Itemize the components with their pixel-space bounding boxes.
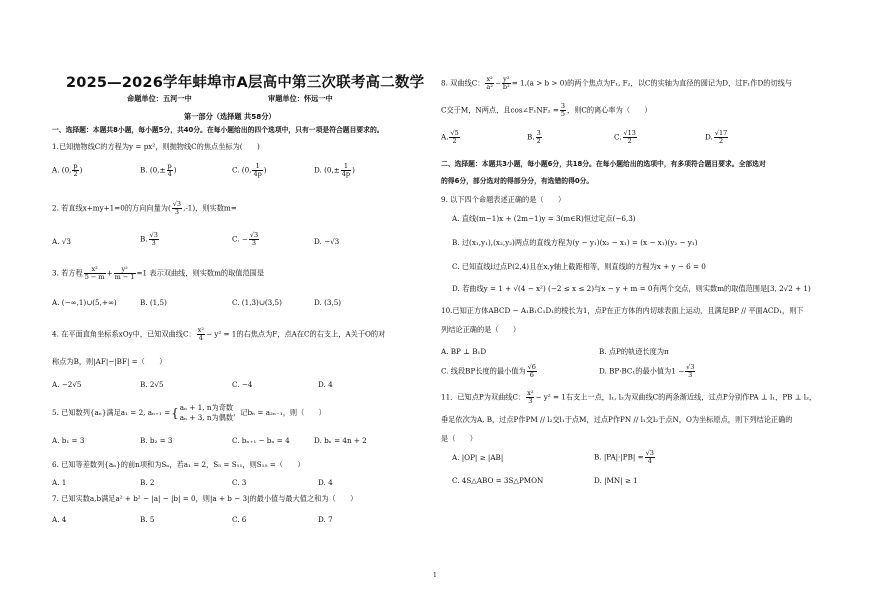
q10-option-b: B. 点P的轨迹长度为π	[599, 347, 669, 356]
q9-option-c: C. 已知直线l过点P(2,4)且在x,y轴上截距相等，则直线l的方程为x + y − 6 = 0	[452, 262, 706, 271]
q7-option-b: B. 5	[140, 515, 155, 524]
section-two-instructions: 二、选择题：本题共3小题，每小题6分，共18分。在每小题给出的选项中，有多项符合题目要求。全部选对	[441, 160, 766, 168]
q7-option-d: D. 7	[318, 515, 333, 524]
q10-option-d: D. BP·BC₁的最小值为1 − $\frac{√3}{3}$	[599, 363, 695, 379]
q2-stem: 2. 若直线x+my+1=0的方向向量为( $\frac{√3}{3}$ ,-1)，则实数m=	[52, 200, 237, 216]
q7-option-a: A. 4	[52, 515, 67, 524]
q7-option-c: C. 6	[232, 515, 247, 524]
page-number: 1	[433, 572, 437, 579]
q8-option-c: C. $\frac{√13}{2}$	[614, 129, 636, 145]
reviewer-unit: 审题单位：怀远一中	[268, 94, 333, 103]
q2-option-d: D. −√3	[314, 237, 340, 246]
q11-option-d: D. |MN| ≥ 1	[594, 476, 638, 485]
setter-unit: 命题单位：五河一中	[127, 94, 192, 103]
q9-option-d: D. 若曲线y = 1 + √(4 − x²) (−2 ≤ x ≤ 2)与x − y + m = 0有两个交点，则实数m的取值范围是[3, 2√2 + 1)	[452, 284, 811, 293]
section-two-instructions-line2: 的得6分，部分选对的得部分分，有选错的得0分。	[441, 177, 594, 185]
q3-stem: 3. 若方程 $\frac{\text{x²}}{5 - m}$ + $\frac{\text{y²}}{m - 1}$ =1 表示双曲线，则实数m的取值范围是	[52, 265, 265, 281]
q6-option-b: B. 2	[140, 478, 155, 487]
q3-option-c: C. (1,3)∪(3,5)	[232, 298, 282, 307]
q5-stem: 5. 已知数列{aₙ}满足a₁ = 2, aₙ₊₁ = { aₙ + 1, n为奇数 aₙ + 3, n为偶数 ，记bₙ = a₂ₙ₋₁，则（ ）	[52, 403, 326, 422]
q2-option-c: C. − $\frac{√3}{3}$	[232, 231, 259, 247]
q8-option-d: D. $\frac{√17}{2}$	[705, 129, 728, 145]
q4-option-c: C. −4	[232, 380, 253, 389]
q8-option-b: B. $\frac{3}{2}$	[527, 129, 541, 145]
q6-stem: 6. 已知等差数列{aₙ}的前n项和为Sₙ，若a₁ = 2，S₅ = S₁₁，则S₁₅ =（ ）	[52, 460, 305, 469]
q10-stem: 10.已知正方体ABCD − A₁B₁C₁D₁的棱长为1，点P在正方体的内切球表面上运动，且满足BP // 平面ACD₁，则下	[441, 306, 804, 315]
q1-stem: 1.已知抛物线C的方程为y = px²，则抛物线C的焦点坐标为( )	[52, 142, 260, 151]
q4-stem-line2: 称点为B，则|AF|−|BF| =（ ）	[52, 357, 167, 366]
q4-option-a: A. −2√5	[52, 380, 82, 389]
q6-option-c: C. 3	[232, 478, 247, 487]
q5-option-b: B. b₂ = 3	[140, 436, 173, 445]
q7-stem: 7. 已知实数a,b满足a² + b² − |a| − |b| = 0，则|a + b − 3|的最小值与最大值之和为（ ）	[52, 494, 358, 503]
q11-stem: 11．已知点P为双曲线C： $\frac{\text{x²}}{3}$ − y² = 1右支上一点，l₁, l₂为双曲线C的两条渐近线，过点P分别作PA ⊥ l₁，PB ⊥ l₂，	[441, 389, 817, 405]
q11-stem-line3: 是（ ）	[441, 434, 477, 443]
q3-option-b: B. (1,5)	[140, 298, 167, 307]
q1-option-c: C. (0, $\frac{1}{4p}$ )	[232, 162, 267, 178]
q1-option-b: B. (0,± $\frac{p}{4}$ )	[140, 162, 177, 178]
q9-stem: 9. 以下四个命题表述正确的是（ ）	[441, 195, 566, 204]
q6-option-d: D. 4	[318, 478, 333, 487]
exam-title: 2025—2026学年蚌埠市A层高中第三次联考高二数学	[66, 75, 425, 91]
q10-option-c: C. 线段BP长度的最小值为 $\frac{√6}{6}$	[441, 363, 536, 379]
section-one-instructions: 一、选择题：本题共8小题，每小题5分，共40分。在每小题给出的四个选项中，只有一项是符合题目要求的。	[52, 126, 384, 134]
q5-option-a: A. b₁ = 3	[52, 436, 85, 445]
q2-option-b: B. $\frac{√3}{3}$	[140, 231, 158, 247]
q1-option-a: A. (0, $\frac{p}{2}$ )	[52, 162, 83, 178]
q8-option-a: A. $\frac{√5}{2}$	[441, 129, 459, 145]
q10-stem-line2: 列结论正确的是（ ）	[441, 325, 521, 334]
q10-option-a: A. BP ⊥ B₁D	[441, 347, 487, 356]
q8-stem-line2: C交于M，N两点，且cos∠F₁NF₂ = $\frac{3}{5}$ ，则C的离心率为（ ）	[441, 102, 652, 118]
part-one-heading: 第一部分（选择题 共58分）	[184, 112, 276, 121]
q3-option-d: D. (3,5)	[314, 298, 342, 307]
q1-option-d: D. (0,± $\frac{1}{4p}$ )	[314, 162, 355, 178]
q5-option-c: C. bₙ₊₁ − bₙ = 4	[232, 436, 290, 445]
q2-option-a: A. √3	[52, 237, 71, 246]
q4-stem: 4. 在平面直角坐标系xOy中，已知双曲线C： $\frac{\text{x²}}{4}$ − y² = 1的右焦点为F，点A在C的右支上，A关于O的对	[52, 326, 386, 342]
q5-option-d: D. bₙ = 4n + 2	[314, 436, 367, 445]
q11-option-c: C. 4S△ABO = 3S△PMON	[452, 476, 544, 485]
q3-option-a: A. (−∞,1)∪(5,+∞)	[52, 298, 117, 307]
q9-option-a: A. 直线(m−1)x + (2m−1)y = 3(m∈R)恒过定点(−6,3)	[452, 214, 636, 223]
q8-stem: 8. 双曲线C： $\frac{\text{x²}}{\text{a²}}$ − $\frac{\text{y²}}{\text{b²}}$ = 1,(a > b > 0)的两个焦点为F₁, F₂，以C的实轴为直径的圆记为D，过F₁作D的切线与	[441, 75, 793, 91]
q11-option-b: B. |PA|·|PB| = $\frac{√3}{4}$	[594, 449, 654, 465]
q11-stem-line2: 垂足依次为A, B，过点P作PM // l₂交l₁于点M，过点P作PN // l₁交l₂于点N，O为坐标原点，则下列结论正确的	[441, 415, 793, 424]
q6-option-a: A. 1	[52, 478, 67, 487]
q9-option-b: B. 过(x₁,y₁),(x₂,y₂)两点的直线方程为(y − y₁)(x₂ − x₁) = (x − x₁)(y₂ − y₁)	[452, 238, 698, 247]
q4-option-b: B. 2√5	[140, 380, 164, 389]
q11-option-a: A. |OP| ≥ |AB|	[452, 453, 504, 462]
q4-option-d: D. 4	[318, 380, 333, 389]
